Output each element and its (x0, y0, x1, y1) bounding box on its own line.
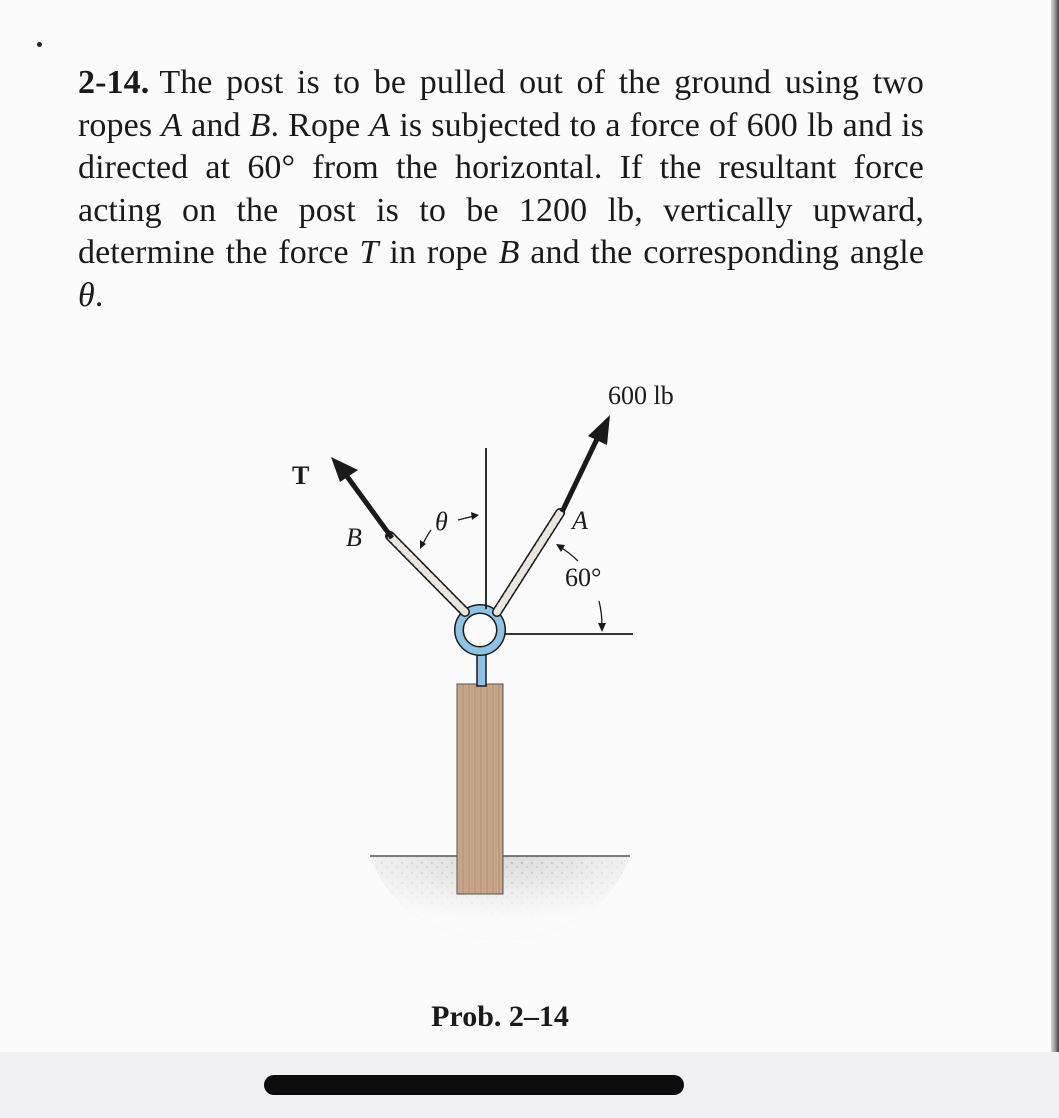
angle-theta-ref: θ (78, 276, 95, 314)
force-600lb-label: 600 lb (608, 381, 674, 410)
rope-a-ref-2: A (369, 106, 391, 144)
post-diagram (280, 370, 740, 970)
force-t-ref: T (359, 234, 379, 271)
rope-b (390, 536, 465, 612)
page-binding-edge (1051, 0, 1059, 1052)
rope-a-label: A (572, 506, 588, 535)
figure-caption: Prob. 2–14 (431, 1000, 569, 1033)
problem-text-7: . (94, 276, 104, 314)
theta-dimension (420, 512, 479, 549)
force-600lb-arrow (562, 415, 610, 512)
problem-statement (78, 62, 924, 317)
theta-label: θ (435, 507, 448, 536)
rope-a-ref: A (161, 106, 183, 144)
problem-text-6: and the corresponding angle (519, 234, 925, 271)
force-t-label: T (292, 461, 310, 490)
rope-b-ref-2: B (498, 234, 520, 271)
problem-number: 2-14. (78, 64, 150, 101)
problem-text-1: The post is to be pulled out of the ground using two ropes (78, 64, 924, 144)
home-indicator-bar[interactable] (264, 1075, 684, 1095)
problem-text-5: in rope (378, 234, 499, 271)
rope-a (497, 513, 560, 612)
page-speck (37, 42, 42, 47)
wooden-post (457, 684, 503, 894)
problem-text-3: . Rope (270, 106, 370, 144)
problem-text-4: is subjected to a force of 600 lb and is directed at 60° from the horizontal. If the resultant force acting on the post is to be 1200 lb, vertically upward, determine the force (78, 106, 925, 271)
angle-60-label: 60° (565, 563, 602, 592)
rope-b-ref: B (249, 106, 271, 144)
rope-b-label: B (346, 523, 362, 552)
problem-text-2: and (182, 106, 250, 144)
